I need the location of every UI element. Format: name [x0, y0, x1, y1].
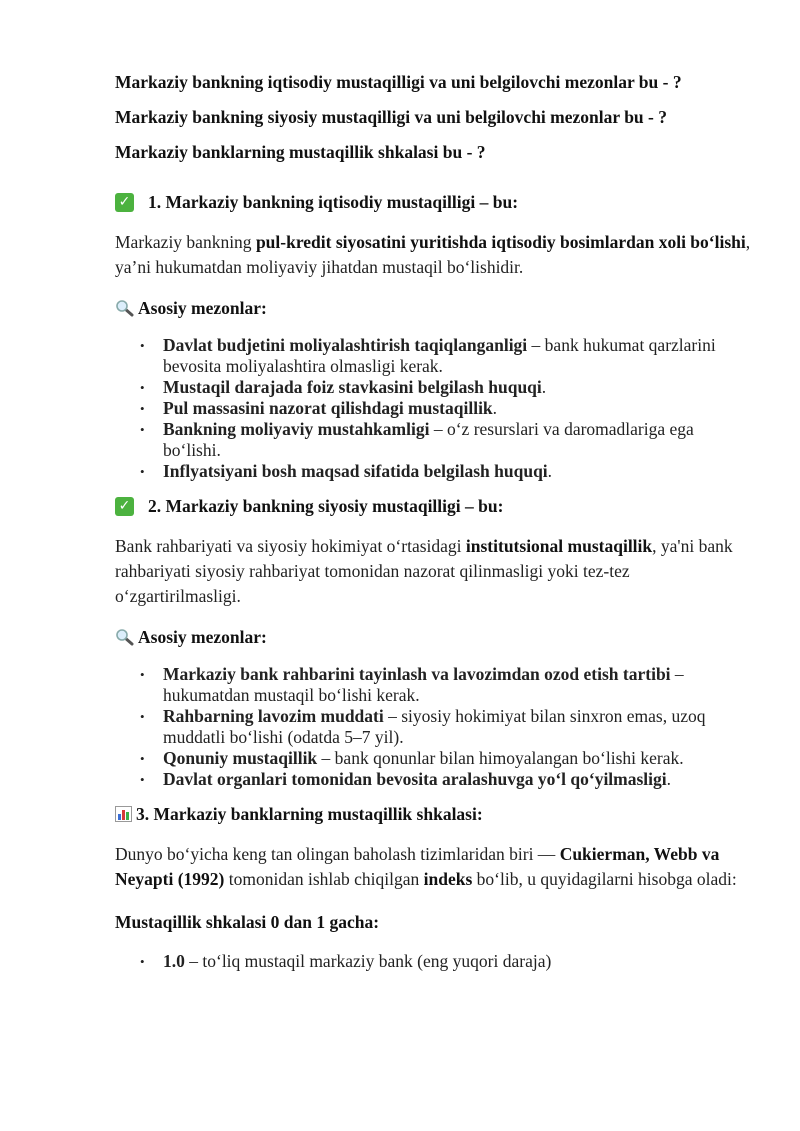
- section-3-heading: [115, 802, 755, 826]
- section-1-heading: [115, 190, 755, 214]
- document-page: [115, 70, 755, 972]
- list-item: [140, 398, 755, 419]
- list-item: [140, 769, 755, 790]
- question-1: Markaziy bankning iqtisodiy mustaqilligi va uni belgilovchi mezonlar bu - ?: [115, 72, 682, 92]
- list-item: [140, 419, 755, 461]
- section-3-list: [115, 951, 755, 972]
- item-bold: Qonuniy mustaqillik: [163, 748, 318, 768]
- item-text: – to‘liq mustaqil markaziy bank (eng yuqori daraja): [184, 951, 552, 971]
- section-2-title: 2. Markaziy bankning siyosiy mustaqilligi – bu:: [148, 496, 504, 516]
- text-run: bo‘lib, u quyidagilarni hisobga oladi:: [472, 869, 737, 889]
- item-text: – bank qonunlar bilan himoyalangan bo‘lishi kerak.: [317, 748, 684, 768]
- item-bold: Rahbarning lavozim muddati: [163, 706, 384, 726]
- criteria-label: Asosiy mezonlar:: [138, 298, 267, 318]
- text-run: Markaziy bankning: [115, 232, 256, 252]
- section-3-title: 3. Markaziy banklarning mustaqillik shkalasi:: [136, 804, 483, 824]
- text-run: , ya'ni bank rahbariyati siyosiy rahbariyat tomonidan nazorat qilinmasligi yoki tez-tez o‘zgartirilmasligi.: [115, 536, 733, 606]
- list-item: [140, 335, 755, 377]
- item-bold: Pul massasini nazorat qilishdagi mustaqillik: [163, 398, 493, 418]
- question-3: Markaziy banklarning mustaqillik shkalasi bu - ?: [115, 142, 486, 162]
- list-item: [140, 951, 755, 972]
- criteria-label: Asosiy mezonlar:: [138, 627, 267, 647]
- section-3-paragraph: [115, 842, 755, 892]
- item-bold: Mustaqil darajada foiz stavkasini belgilash huquqi: [163, 377, 542, 397]
- list-item: [140, 748, 755, 769]
- item-bold: Markaziy bank rahbarini tayinlash va lavozimdan ozod etish tartibi: [163, 664, 671, 684]
- check-mark-button-icon: ✓: [115, 497, 134, 516]
- bold-run: Cukierman, Webb va Neyapti (1992): [115, 844, 720, 889]
- item-bold: Davlat budjetini moliyalashtirish taqiqlanganligi: [163, 335, 528, 355]
- item-text: .: [541, 377, 547, 397]
- magnifying-glass-icon: [115, 300, 135, 318]
- list-item: [140, 706, 755, 748]
- question-2: Markaziy bankning siyosiy mustaqilligi va uni belgilovchi mezonlar bu - ?: [115, 107, 667, 127]
- text-run: Dunyo bo‘yicha keng tan olingan baholash tizimlaridan biri —: [115, 844, 560, 864]
- check-mark-button-icon: ✓: [115, 193, 134, 212]
- item-bold: 1.0: [163, 951, 185, 971]
- section-2-criteria-heading: [115, 627, 755, 648]
- item-bold: Davlat organlari tomonidan bevosita aralashuvga yo‘l qo‘yilmasligi: [163, 769, 667, 789]
- bold-run: indeks: [423, 869, 473, 889]
- section-1-criteria-heading: [115, 298, 755, 319]
- list-item: [140, 377, 755, 398]
- text-run: tomonidan ishlab chiqilgan: [224, 869, 424, 889]
- magnifying-glass-icon: [115, 629, 135, 647]
- item-text: .: [666, 769, 672, 789]
- section-2-heading: [115, 494, 755, 518]
- item-text: – bank hukumat qarzlarini bevosita moliyalashtira olmasligi kerak.: [163, 335, 716, 376]
- scale-label: Mustaqillik shkalasi 0 dan 1 gacha:: [115, 912, 380, 932]
- section-1-paragraph: [115, 230, 755, 280]
- item-bold: Bankning moliyaviy mustahkamligi: [163, 419, 430, 439]
- bold-run: institutsional mustaqillik: [465, 536, 653, 556]
- text-run: , ya’ni hukumatdan moliyaviy jihatdan mustaqil bo‘lishidir.: [115, 232, 751, 277]
- scale-heading: [115, 912, 755, 933]
- section-1-list: [115, 335, 755, 482]
- text-run: Bank rahbariyati va siyosiy hokimiyat o‘rtasidagi: [115, 536, 466, 556]
- list-item: [140, 664, 755, 706]
- section-1-title: 1. Markaziy bankning iqtisodiy mustaqilligi – bu:: [148, 192, 519, 212]
- item-text: – o‘z resurslari va daromadlariga ega bo‘lishi.: [163, 419, 694, 460]
- item-bold: Inflyatsiyani bosh maqsad sifatida belgilash huquqi: [163, 461, 548, 481]
- section-2-paragraph: [115, 534, 755, 609]
- item-text: .: [547, 461, 553, 481]
- item-text: .: [492, 398, 498, 418]
- item-text: – hukumatdan mustaqil bo‘lishi kerak.: [163, 664, 684, 705]
- bold-run: pul-kredit siyosatini yuritishda iqtisodiy bosimlardan xoli bo‘lishi: [255, 232, 746, 252]
- item-text: – siyosiy hokimiyat bilan sinxron emas, uzoq muddatli bo‘lishi (odatda 5–7 yil).: [163, 706, 706, 747]
- bar-chart-icon: [115, 806, 132, 822]
- section-2-list: [115, 664, 755, 790]
- list-item: [140, 461, 755, 482]
